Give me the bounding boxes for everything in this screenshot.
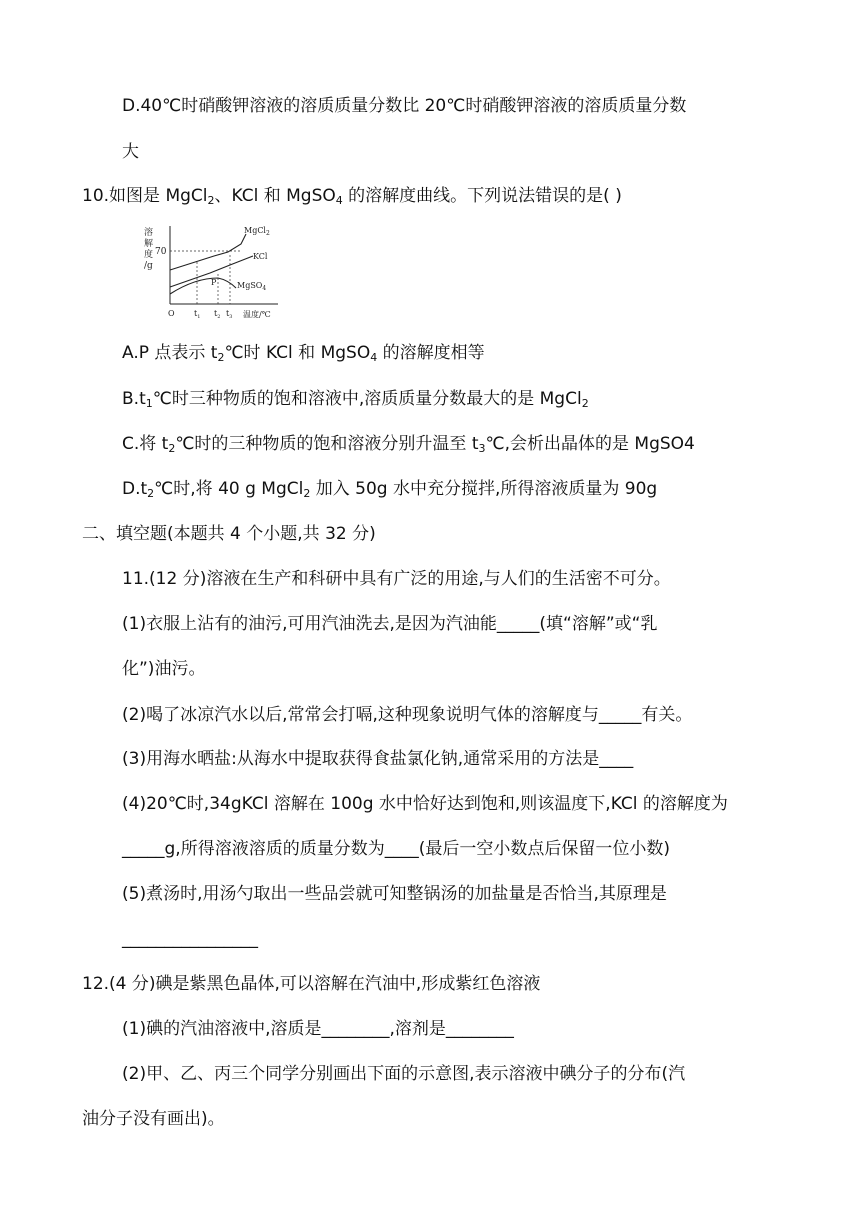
origin-label: O (168, 309, 175, 318)
q10-option-d (122, 477, 657, 501)
y-label-char: 解 (144, 239, 154, 249)
subscript: 2 (581, 397, 589, 410)
label-mgso4: MgSO$_4$ (237, 281, 267, 292)
subscript: 4 (370, 351, 378, 364)
option-d-text: D.t (122, 479, 148, 499)
subscript: 2 (303, 487, 311, 500)
q11-part2: (2)喝了冰凉汽水以后,常常会打嗝,这种现象说明气体的溶解度与_____有关。 (122, 705, 693, 725)
y-label-unit: /g (144, 261, 153, 271)
subscript: 1 (145, 397, 153, 410)
q10-option-b (122, 387, 589, 411)
q11-part5-answer-blank: ________________ (122, 929, 258, 949)
subscript: 4 (335, 194, 343, 207)
label-mgcl2: MgCl$_2$ (244, 226, 270, 237)
option-c-text: ℃时的三种物质的饱和溶液分别升温至 t (175, 434, 479, 454)
option-b-text: B.t (122, 389, 146, 409)
option-a-text: 的溶解度相等 (377, 343, 485, 363)
option-a-text: A.P 点表示 t (122, 343, 218, 363)
point-p-label: P (211, 278, 217, 287)
y-label-char: 度 (144, 250, 154, 260)
label-kcl: KCl (253, 252, 268, 261)
q10-stem-part2: 、KCl 和 MgSO (214, 186, 336, 206)
y-tick-70: 70 (155, 247, 167, 257)
option-a-text: ℃时 KCl 和 MgSO (224, 343, 371, 363)
q9-option-d-line1: D.40℃时硝酸钾溶液的溶质质量分数比 20℃时硝酸钾溶液的溶质质量分数 (122, 96, 687, 116)
q10-stem-part1: 10.如图是 MgCl (82, 186, 208, 206)
option-d-text: ℃时,将 40 g MgCl (154, 479, 304, 499)
option-d-text: 加入 50g 水中充分搅拌,所得溶液质量为 90g (310, 479, 658, 499)
subscript: 2 (217, 351, 225, 364)
subscript: 3 (478, 442, 486, 455)
q10-stem (82, 184, 622, 208)
mgso4-curve (170, 278, 236, 294)
x-axis-label: 温度/℃ (243, 310, 271, 319)
q9-option-d-line2: 大 (122, 142, 139, 162)
q11-part5-line1: (5)煮汤时,用汤勺取出一些品尝就可知整锅汤的加盐量是否恰当,其原理是 (122, 884, 667, 904)
q12-part2-line2: 油分子没有画出)。 (82, 1109, 225, 1129)
q11-part3: (3)用海水晒盐:从海水中提取获得食盐氯化钠,通常采用的方法是____ (122, 749, 634, 769)
q10-option-c (122, 432, 695, 456)
option-b-text: ℃时三种物质的饱和溶液中,溶质质量分数最大的是 MgCl (152, 389, 582, 409)
q12-part1: (1)碘的汽油溶液中,溶质是________,溶剂是________ (122, 1019, 514, 1039)
q11-part4-line1: (4)20℃时,34gKCl 溶解在 100g 水中恰好达到饱和,则该温度下,KCl 的溶解度为 (122, 794, 728, 814)
q12-part2-line1: (2)甲、乙、丙三个同学分别画出下面的示意图,表示溶液中碘分子的分布(汽 (122, 1064, 686, 1084)
subscript: 2 (207, 194, 215, 207)
q11-part4-line2: _____g,所得溶液溶质的质量分数为____(最后一空小数点后保留一位小数) (122, 839, 670, 859)
section-heading: 二、填空题(本题共 4 个小题,共 32 分) (82, 524, 376, 544)
q10-stem-part3: 的溶解度曲线。下列说法错误的是( ) (342, 186, 622, 206)
x-tick-t1: $t_1$ (194, 309, 201, 320)
mgcl2-curve (170, 234, 246, 270)
q11-part1-line2: 化”)油污。 (122, 659, 206, 679)
x-tick-t3: $t_3$ (226, 309, 233, 320)
option-c-text: ℃,会析出晶体的是 MgSO4 (485, 434, 695, 454)
subscript: 2 (168, 442, 176, 455)
x-tick-t2: $t_2$ (214, 309, 221, 320)
option-c-text: C.将 t (122, 434, 169, 454)
y-label-char: 溶 (144, 228, 154, 238)
q11-stem: 11.(12 分)溶液在生产和科研中具有广泛的用途,与人们的生活密不可分。 (122, 569, 671, 589)
q12-stem: 12.(4 分)碘是紫黑色晶体,可以溶解在汽油中,形成紫红色溶液 (82, 974, 541, 994)
solubility-curve-figure (140, 222, 290, 322)
q11-part1-line1: (1)衣服上沾有的油污,可用汽油洗去,是因为汽油能_____(填“溶解”或“乳 (122, 614, 658, 634)
q10-option-a (122, 341, 485, 365)
subscript: 2 (147, 487, 155, 500)
